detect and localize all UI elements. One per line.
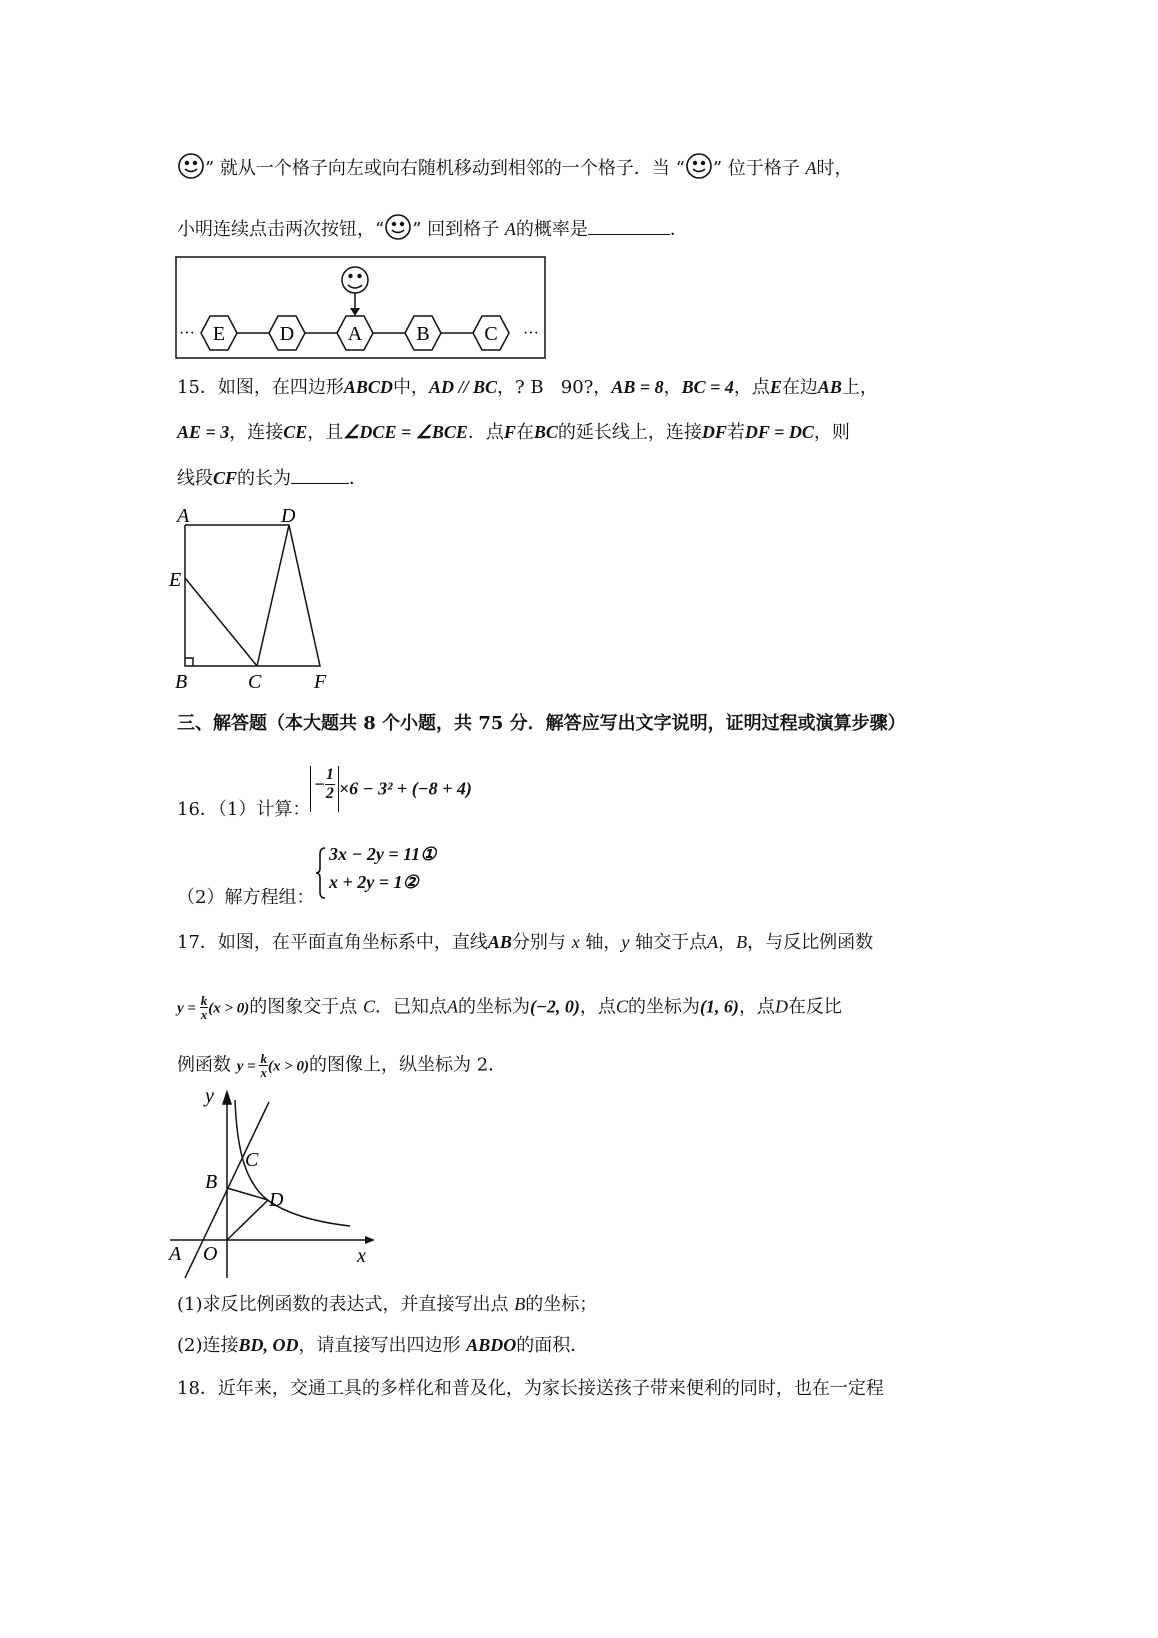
smiley-icon	[384, 213, 412, 248]
svg-text:x: x	[357, 1245, 366, 1267]
svg-text:B: B	[416, 323, 430, 345]
q16-part2: （2）解方程组：	[177, 887, 315, 908]
svg-text:y: y	[205, 1085, 214, 1107]
svg-text:D: D	[279, 323, 295, 345]
section-three-heading: 三、解答题（本大题共 8 个小题，共 75 分．解答应写出文字说明，证明过程或演算步骤）	[177, 713, 906, 734]
q15-line1: 15．如图，在四边形ABCD中，AD // BC，? B 90?，AB = 8，BC = 4，点E在边AB上，	[177, 377, 878, 398]
ellipsis-right: ···	[523, 325, 539, 342]
q14-line2: 小明连续点击两次按钮，“ ” 回到格子 A的概率是 ．	[177, 213, 688, 248]
q16-expression: − $\frac{1}{2}$ ×6 − 3² + (−8 + 4)	[310, 766, 472, 812]
q17-sub1: (1)求反比例函数的表达式，并直接写出点 B的坐标；	[177, 1294, 598, 1315]
svg-text:F: F	[314, 671, 327, 693]
svg-text:D: D	[269, 1189, 284, 1211]
svg-text:E: E	[169, 569, 182, 591]
svg-text:C: C	[248, 671, 262, 693]
q17-line2: y = $\frac{k}{x}$ (x > 0)的图象交于点 C．已知点A的坐标为(−2, 0)，点C的坐标为(1, 6)，点D在反比	[177, 993, 842, 1022]
q14-grid-figure	[175, 256, 547, 360]
smiley-icon	[685, 152, 713, 187]
q16-part1: 16．（1）计算：	[177, 799, 311, 820]
q18-line1: 18．近年来，交通工具的多样化和普及化，为家长接送孩子带来便利的同时，也在一定程	[177, 1378, 884, 1399]
q17-line3: 例函数 y = $\frac{k}{x}$ (x > 0)的图像上，纵坐标为 2．	[177, 1051, 507, 1080]
smiley-icon	[177, 152, 205, 187]
svg-text:B: B	[205, 1171, 218, 1193]
answer-blank[interactable]	[588, 216, 670, 235]
q15-line2: AE = 3，连接CE，且∠DCE = ∠BCE．点F在BC的延长线上，连接DF若DF = DC，则	[177, 422, 850, 443]
svg-text:A: A	[347, 323, 363, 345]
svg-text:C: C	[484, 323, 498, 345]
svg-text:E: E	[212, 323, 226, 345]
q17-sub2: (2)连接BD, OD，请直接写出四边形 ABDO的面积．	[177, 1335, 589, 1356]
svg-text:D: D	[281, 505, 296, 527]
svg-text:C: C	[245, 1149, 259, 1171]
svg-text:A: A	[177, 505, 190, 527]
q15-quadrilateral-figure	[165, 500, 345, 695]
q17-line1: 17．如图，在平面直角坐标系中，直线AB分别与 x 轴，y 轴交于点A，B，与反比例函数	[177, 932, 874, 953]
svg-text:O: O	[203, 1243, 218, 1265]
q15-line3: 线段CF的长为 ．	[177, 465, 367, 491]
ellipsis-left: ···	[179, 325, 195, 342]
answer-blank[interactable]	[291, 465, 349, 484]
q14-line1: ” 就从一个格子向左或向右随机移动到相邻的一个格子．当 “ ” 位于格子 A时，	[177, 152, 853, 187]
svg-text:A: A	[169, 1243, 182, 1265]
q17-coordinate-figure	[165, 1080, 380, 1280]
svg-text:B: B	[175, 671, 188, 693]
